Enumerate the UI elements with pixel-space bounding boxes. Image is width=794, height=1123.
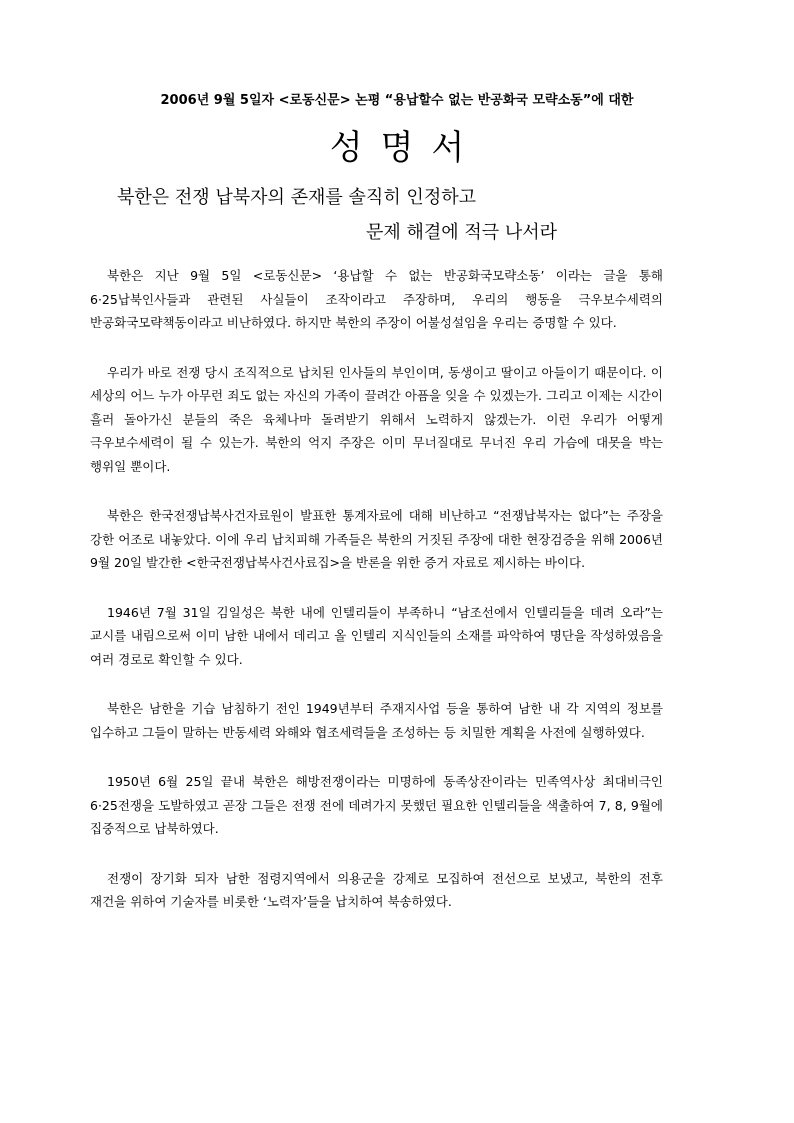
paragraph-2: 우리가 바로 전쟁 당시 조직적으로 납치된 인사들의 부인이며, 동생이고 딸이고 아들이기 때문이다. 이 세상의 어느 누가 아무런 죄도 없는 자신의 가족이 끌려간 아픔을 잊을 수 있겠는가. 그리고 이제는 시간이 흘러 돌아가신 분들의 죽은 육체나마 돌려받기 위해서 노력하지 않겠는가. 이런 우리가 어떻게 극우보수세력이 될 수 있는가. 북한의 억지 주장은 이미 무너질대로 무너진 우리 가슴에 대못을 박는 행위일 뿐이다. xyxy=(90,364,663,474)
subtitle-line-1: 북한은 전쟁 납북자의 존재를 솔직히 인정하고 xyxy=(117,187,476,208)
document-body xyxy=(90,264,663,940)
paragraph-1: 북한은 지난 9월 5일 <로동신문> ‘용납할 수 없는 반공화국모략소동’ 이라는 글을 통해 6·25납북인사들과 관련된 사실들이 조작이라고 주장하며, 우리의 행동을 극우보수세력의 반공화국모략책동이라고 비난하였다. 하지만 북한의 주장이 어불성설임을 우리는 증명할 수 있다. xyxy=(90,268,663,330)
paragraph-5: 북한은 남한을 기습 남침하기 전인 1949년부터 주재지사업 등을 통하여 남한 내 각 지역의 정보를 입수하고 그들이 말하는 반동세력 와해와 협조세력들을 조성하는 등 치밀한 계획을 사전에 실행하였다. xyxy=(90,701,663,740)
paragraph-4: 1946년 7월 31일 김일성은 북한 내에 인텔리들이 부족하니 “남조선에서 인텔리들을 데려 오라”는 교시를 내림으로써 이미 남한 내에서 데리고 올 인텔리 지식인들의 소재를 파악하여 명단을 작성하였음을 여러 경로로 확인할 수 있다. xyxy=(90,604,663,667)
paragraph-7: 전쟁이 장기화 되자 남한 점령지역에서 의용군을 강제로 모집하여 전선으로 보냈고, 북한의 전후 재건을 위하여 기술자를 비롯한 ‘노력자’들을 납치하여 북송하였다. xyxy=(90,870,663,909)
document-title: 성명서 xyxy=(329,128,483,168)
paragraph-6: 1950년 6월 25일 끝내 북한은 해방전쟁이라는 미명하에 동족상잔이라는 민족역사상 최대비극인 6·25전쟁을 도발하였고 곧장 그들은 전쟁 전에 데려가지 못했던 필요한 인텔리들을 색출하여 7, 8, 9월에 집중적으로 납북하였다. xyxy=(90,774,663,836)
document-header: 2006년 9월 5일자 <로동신문> 논평 “용납할수 없는 반공화국 모략소동”에 대한 xyxy=(160,93,634,108)
paragraph-3: 북한은 한국전쟁납북사건자료원이 발표한 통계자료에 대해 비난하고 “전쟁납북자는 없다”는 주장을 강한 어조로 내놓았다. 이에 우리 납치피해 가족들은 북한의 거짓된 주장에 대한 현장검증을 위해 2006년 9월 20일 발간한 <한국전쟁납북사건사료집>을 반론을 위한 증거 자료로 제시하는 바이다. xyxy=(90,508,663,570)
subtitle-line-2: 문제 해결에 적극 나서라 xyxy=(366,222,558,243)
